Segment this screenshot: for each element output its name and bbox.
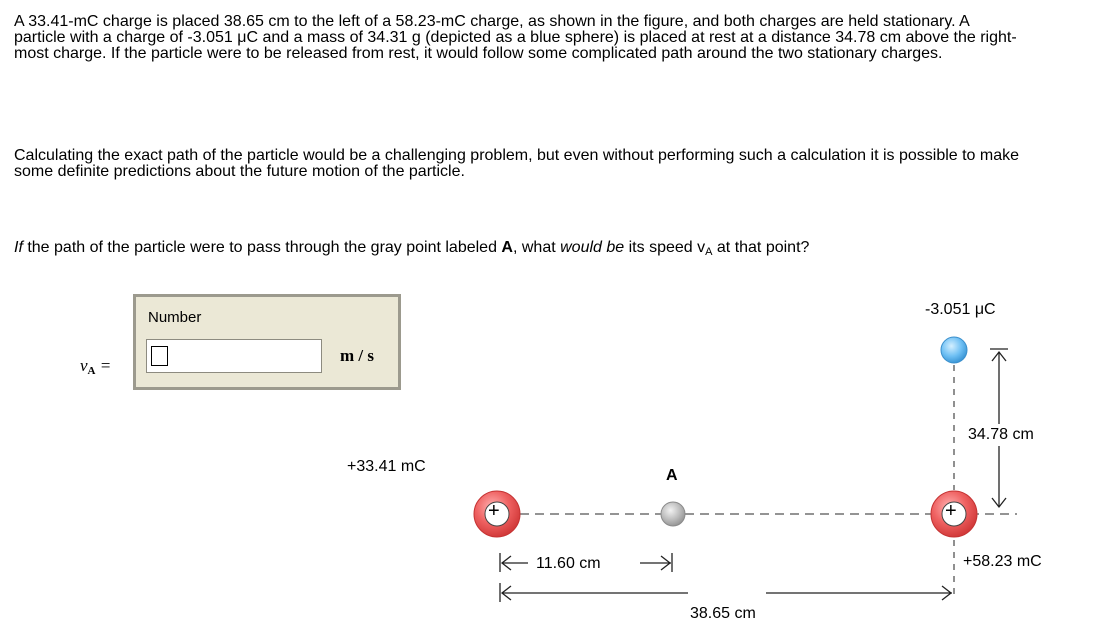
problem-paragraph-1: A 33.41-mC charge is placed 38.65 cm to the left of a 58.23-mC charge, as shown in the figure, and both charges are held stationary. A particle with a charge of -3.051 μC and a mass of 34.31 g (depicted as a blue sphere) is placed at rest at a distance 34.78 cm above the right-most charge. If the particle were to be released from rest, it would follow some complicated path around the two stationary charges. <box>14 13 1017 62</box>
equals-sign: = <box>95 356 112 375</box>
long-dimension-arrow <box>500 583 952 602</box>
point-a-label: A <box>666 467 678 484</box>
question-part-3: its speed v <box>624 239 706 256</box>
left-plus-icon: + <box>488 500 500 522</box>
short-distance-label: 11.60 cm <box>536 555 601 572</box>
blue-particle <box>941 337 967 363</box>
question-part-4: at that point? <box>712 239 810 256</box>
question-would-be: would be <box>560 239 625 256</box>
variable-subscript: A <box>87 365 96 377</box>
right-charge-label: +58.23 mC <box>963 553 1042 570</box>
left-charge-label: +33.41 mC <box>347 458 426 475</box>
variable-symbol: v <box>80 356 88 375</box>
question-part-2: , what <box>512 239 561 256</box>
number-label: Number <box>148 309 202 326</box>
question-point: A <box>501 239 513 256</box>
right-plus-icon: + <box>945 500 957 522</box>
vertical-distance-label: 34.78 cm <box>968 426 1034 443</box>
question-subscript: A <box>705 246 713 258</box>
problem-paragraph-2: Calculating the exact path of the particle would be a challenging problem, but even without performing such a calculation it is possible to make some definite predictions about the future motion of the particle. <box>14 147 1020 180</box>
question-if: If <box>14 239 23 256</box>
point-a <box>661 502 685 526</box>
question-part-1: the path of the particle were to pass through the gray point labeled <box>22 239 502 256</box>
long-distance-label: 38.65 cm <box>690 605 756 622</box>
unit-label: m / s <box>340 346 374 365</box>
particle-charge-label: -3.051 μC <box>925 301 996 318</box>
